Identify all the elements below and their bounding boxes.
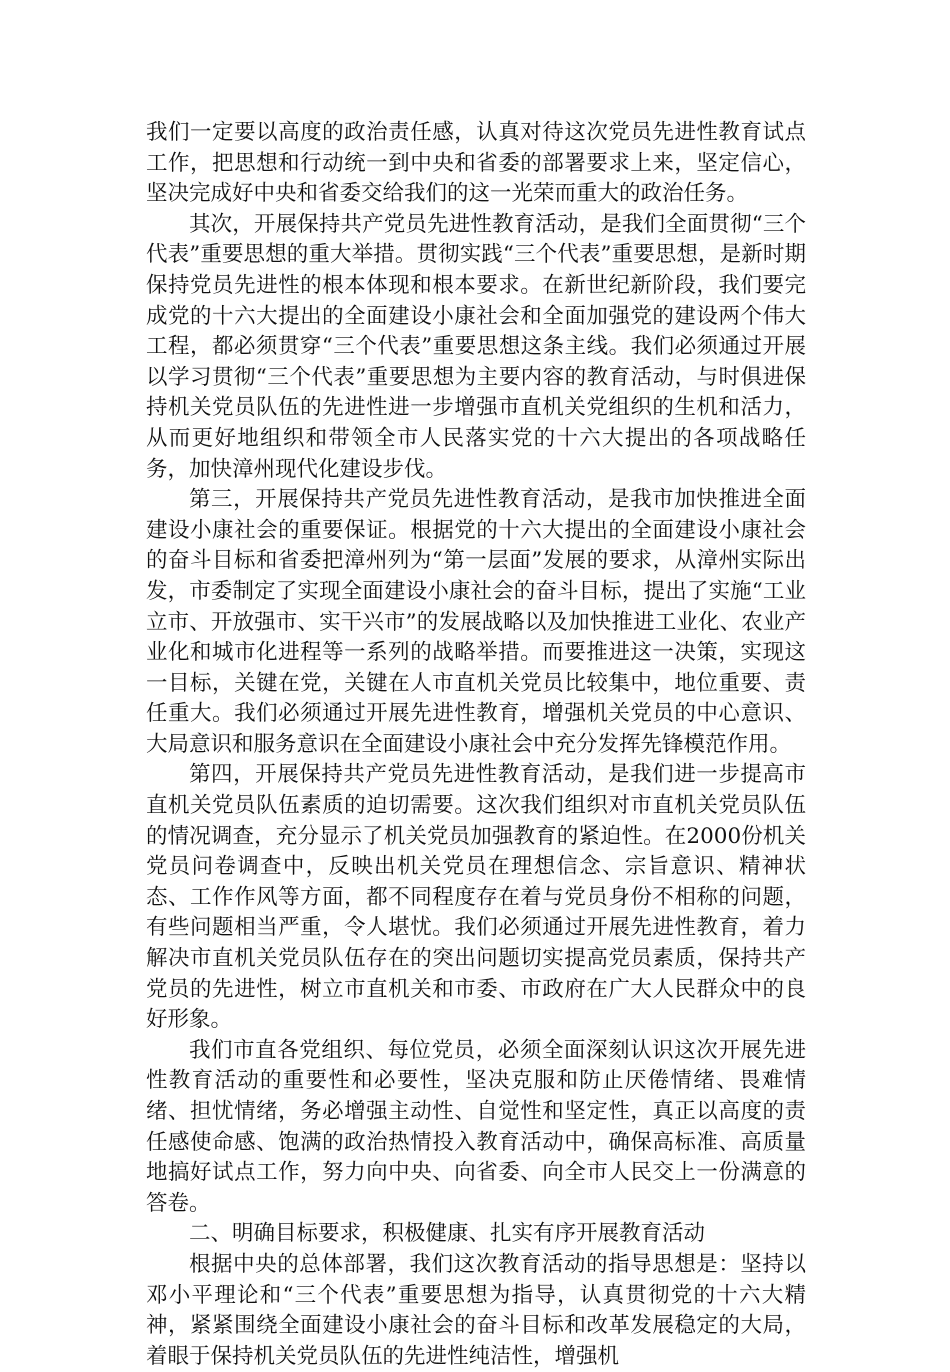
paragraph-2: 其次，开展保持共产党员先进性教育活动，是我们全面贯彻“三个代表”重要思想的重大举措。贯彻实践“三个代表”重要思想，是新时期保持党员先进性的根本体现和根本要求。在新世纪新阶段，我们要完成党的十六大提出的全面建设小康社会和全面加强党的建设两个伟大工程，都必须贯穿“三个代表”重要思想这条主线。我们必须通过开展以学习贯彻“三个代表”重要思想为主要内容的教育活动，与时俱进保持机关党员队伍的先进性进一步增强市直机关党组织的生机和活力，从而更好地组织和带领全市人民落实党的十六大提出的各项战略任务，加快漳州现代化建设步伐。: [146, 211, 806, 482]
paragraph-5: 我们市直各党组织、每位党员，必须全面深刻认识这次开展先进性教育活动的重要性和必要性，坚决克服和防止厌倦情绪、畏难情绪、担忧情绪，务必增强主动性、自觉性和坚定性，真正以高度的责任感使命感、饱满的政治热情投入教育活动中，确保高标准、高质量地搞好试点工作，努力向中央、向省委、向全市人民交上一份满意的答卷。: [146, 1037, 806, 1216]
paragraph-4: 第四，开展保持共产党员先进性教育活动，是我们进一步提高市直机关党员队伍素质的迫切需要。这次我们组织对市直机关党员队伍的情况调查，充分显示了机关党员加强教育的紧迫性。在2000份机关党员问卷调查中，反映出机关党员在理想信念、宗旨意识、精神状态、工作作风等方面，都不同程度存在着与党员身份不相称的问题，有些问题相当严重，令人堪忧。我们必须通过开展先进性教育，着力解决市直机关党员队伍存在的突出问题切实提高党员素质，保持共产党员的先进性，树立市直机关和市委、市政府在广大人民群众中的良好形象。: [146, 762, 806, 1033]
paragraph-1: 我们一定要以高度的政治责任感，认真对待这次党员先进性教育试点工作，把思想和行动统一到中央和省委的部署要求上来，坚定信心，坚决完成好中央和省委交给我们的这一光荣而重大的政治任务。: [146, 120, 806, 207]
paragraph-7: 根据中央的总体部署，我们这次教育活动的指导思想是：坚持以邓小平理论和“三个代表”重要思想为指导，认真贯彻党的十六大精神，紧紧围绕全面建设小康社会的奋斗目标和改革发展稳定的大局，着眼于保持机关党员队伍的先进性纯洁性，增强机: [146, 1251, 806, 1369]
document-page: [146, 118, 806, 1372]
section-heading: 二、明确目标要求，积极健康、扎实有序开展教育活动: [189, 1221, 706, 1247]
paragraph-3: 第三，开展保持共产党员先进性教育活动，是我市加快推进全面建设小康社会的重要保证。根据党的十六大提出的全面建设小康社会的奋斗目标和省委把漳州列为“第一层面”发展的要求，从漳州实际出发，市委制定了实现全面建设小康社会的奋斗目标，提出了实施“工业立市、开放强市、实干兴市”的发展战略以及加快推进工业化、农业产业化和城市化进程等一系列的战略举措。而要推进这一决策，实现这一目标，关键在党，关键在人市直机关党员比较集中，地位重要、责任重大。我们必须通过开展先进性教育，增强机关党员的中心意识、大局意识和服务意识在全面建设小康社会中充分发挥先锋模范作用。: [146, 487, 806, 757]
